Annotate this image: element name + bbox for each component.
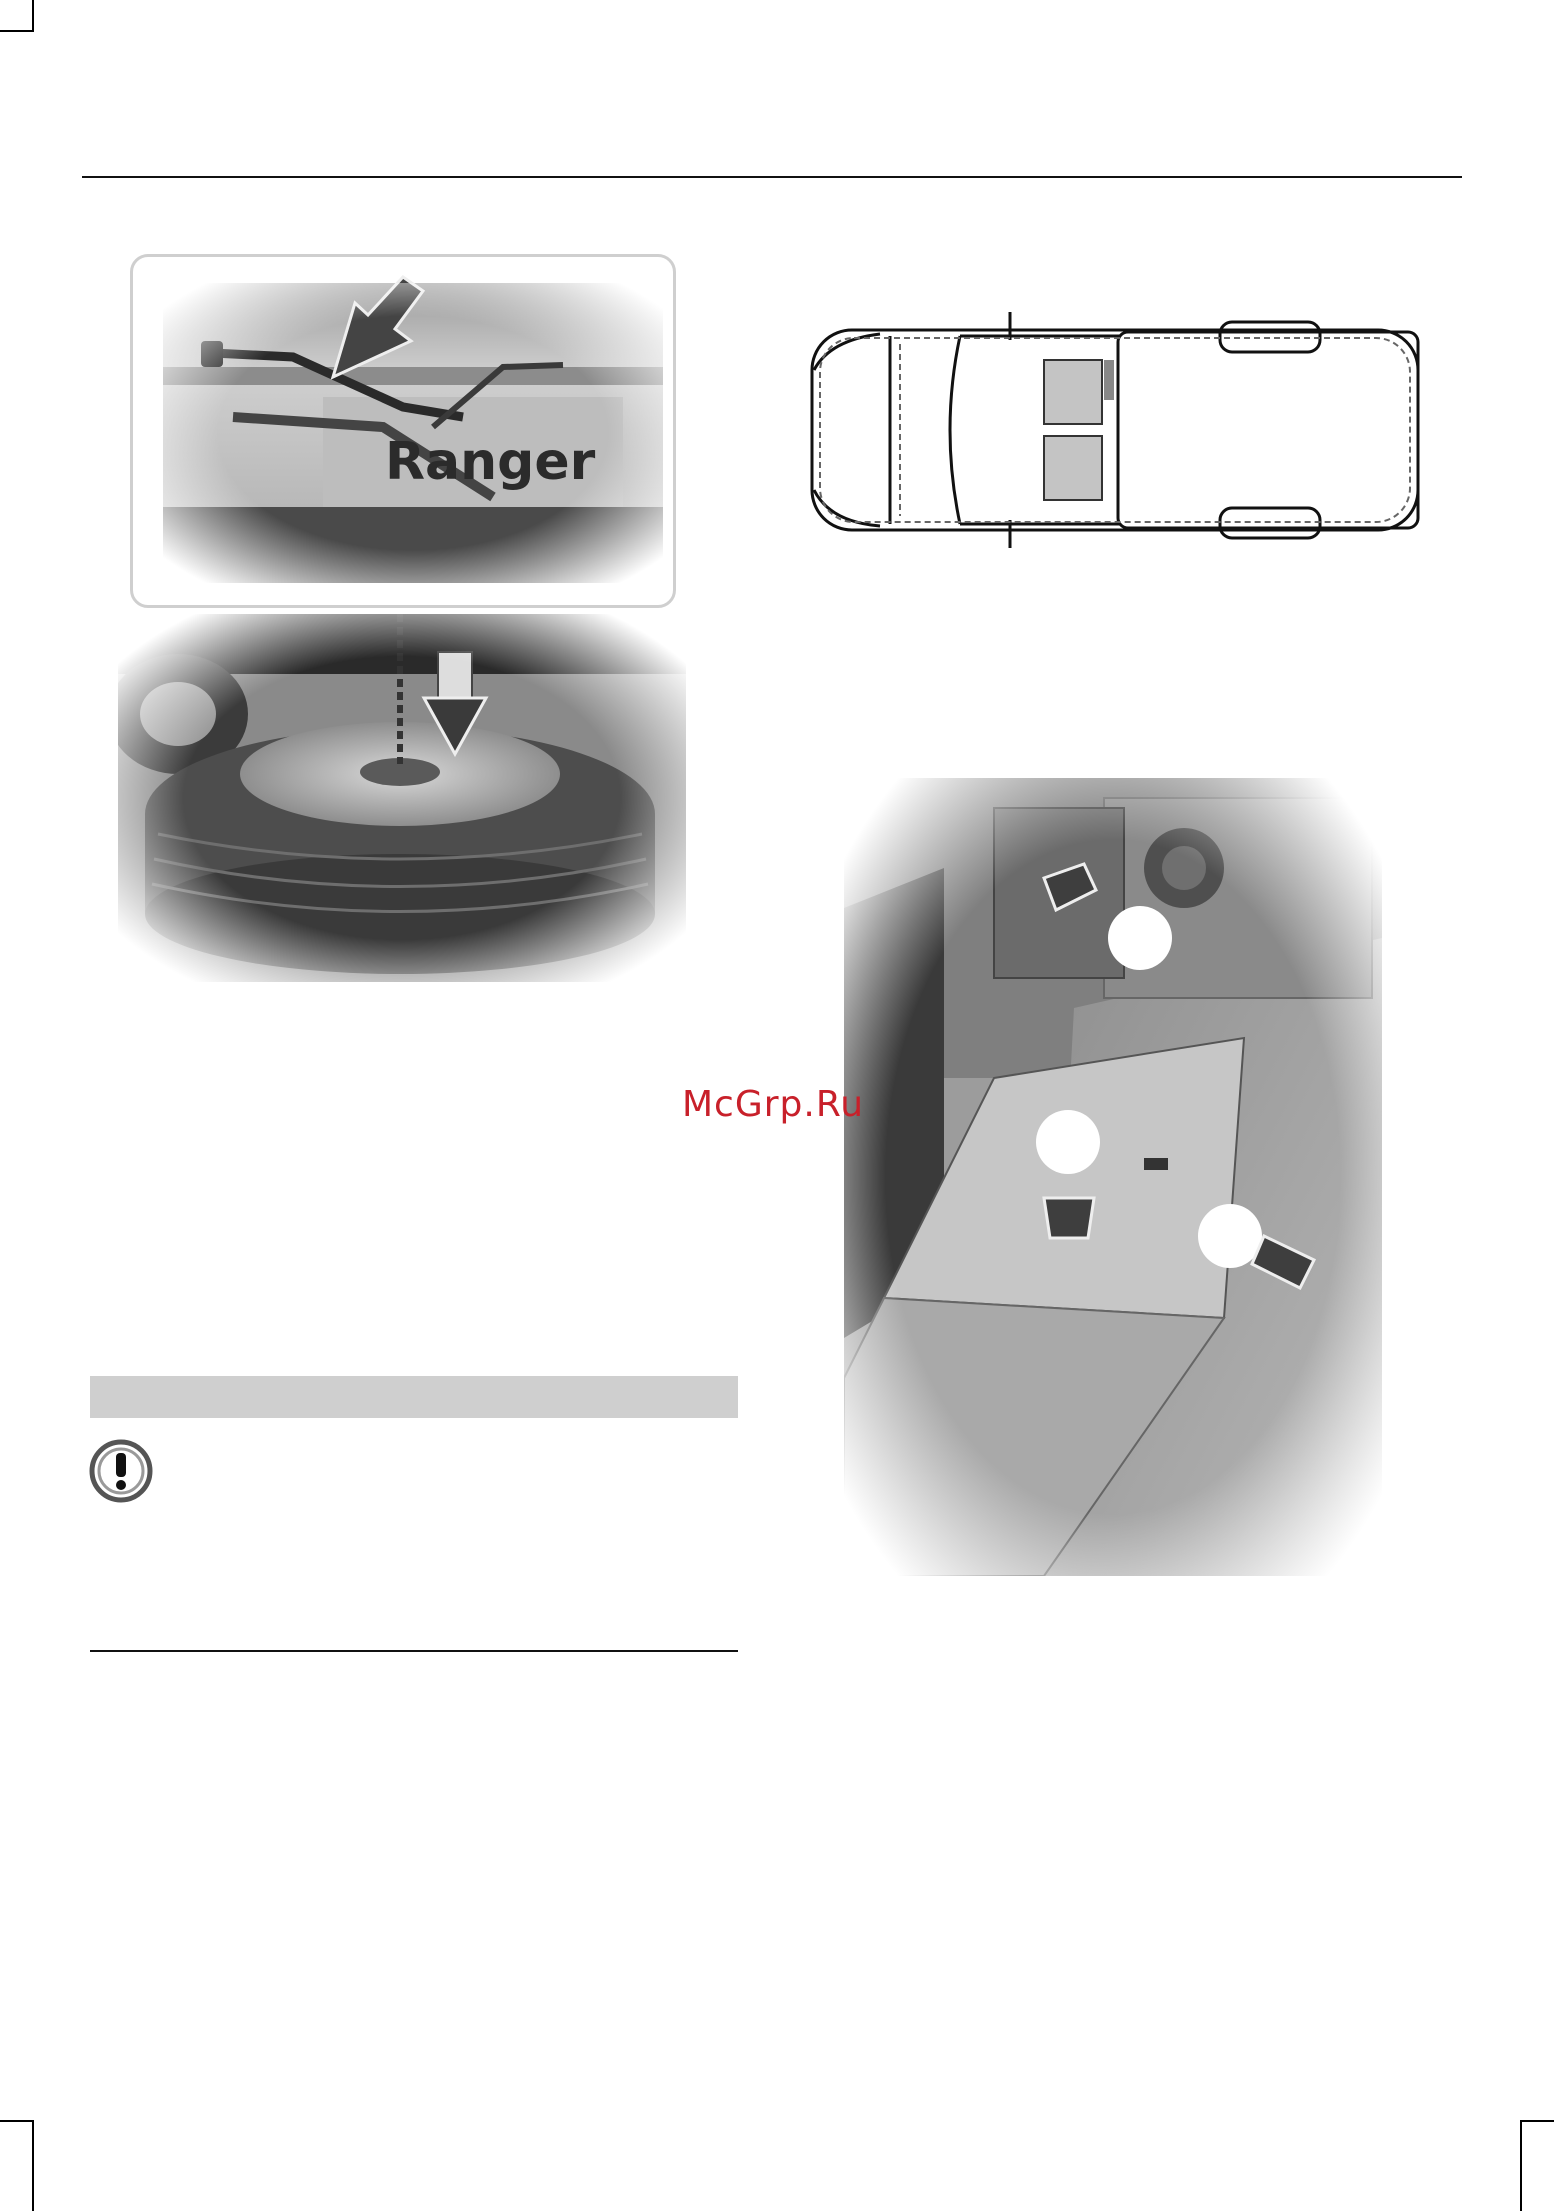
crop-mark — [32, 2120, 34, 2211]
crop-mark — [1520, 2120, 1554, 2122]
warning-heading — [90, 1376, 738, 1392]
header-rule — [82, 176, 1462, 178]
crop-mark — [0, 2120, 34, 2122]
exclamation-circle-icon — [88, 1438, 154, 1504]
crop-mark — [0, 30, 34, 32]
warning-end-rule — [90, 1650, 738, 1652]
warning-heading-bar — [90, 1376, 738, 1418]
crop-mark — [32, 0, 34, 30]
truck-top-view-figure — [800, 300, 1430, 560]
jack-handle-figure — [130, 254, 676, 608]
watermark: McGrp.Ru — [682, 1084, 865, 1125]
crop-mark — [1520, 2120, 1522, 2211]
rear-cab-floor-figure — [844, 778, 1382, 1576]
spare-wheel-figure — [118, 614, 686, 982]
